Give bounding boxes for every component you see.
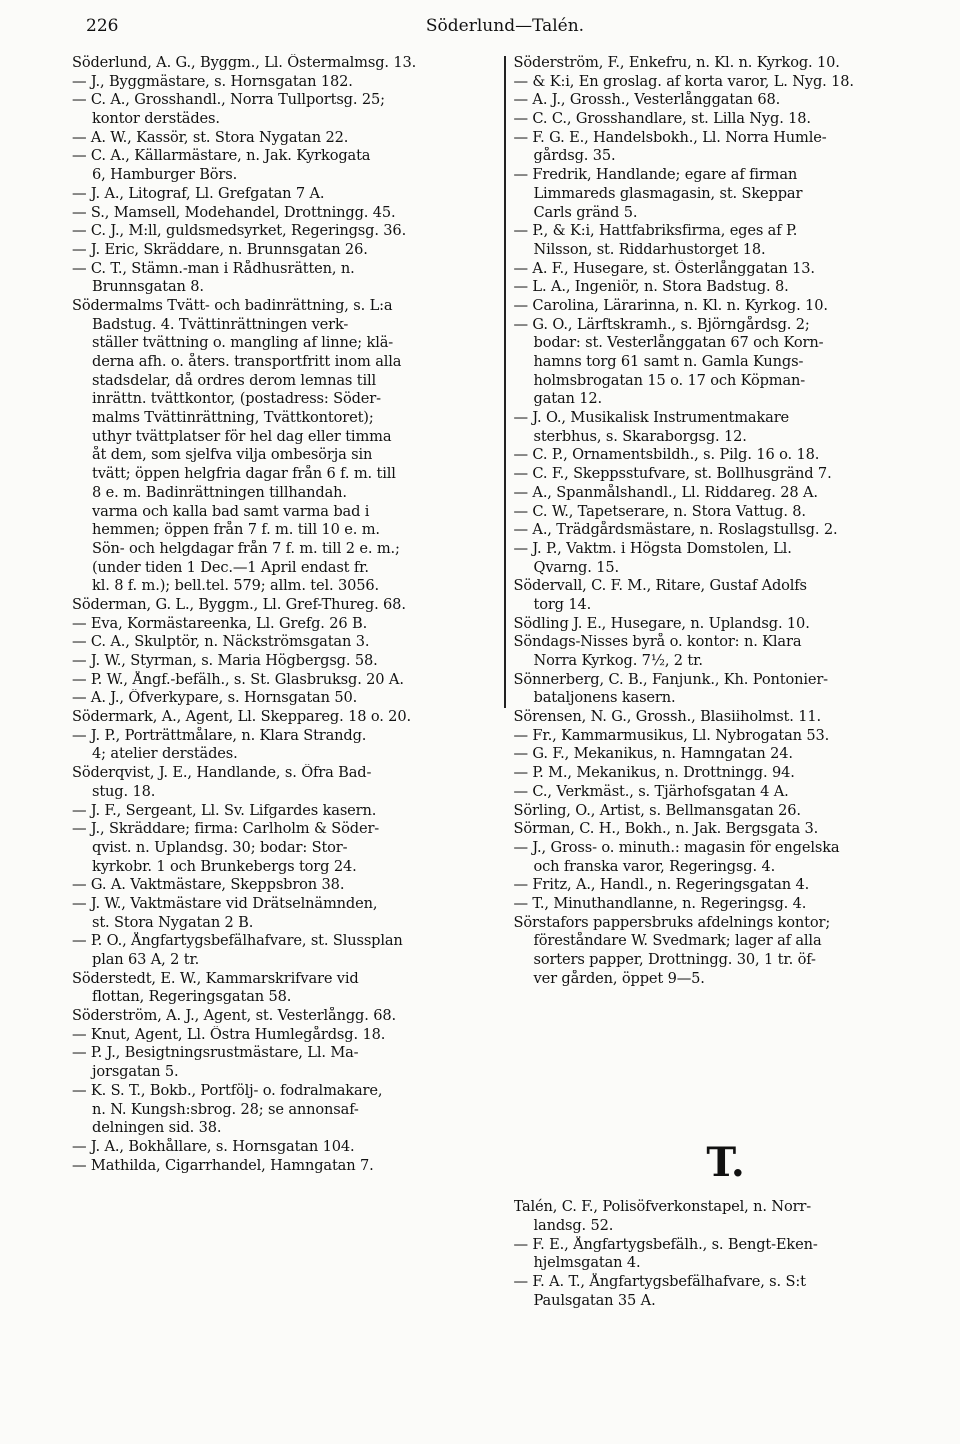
directory-line: — A. J., Öfverkypare, s. Hornsgatan 50. (72, 689, 358, 707)
directory-line: Norra Kyrkog. 7½, 2 tr. (533, 652, 703, 669)
directory-line: — A., Trädgårdsmästare, n. Roslagstullsg. 2. (513, 521, 838, 539)
directory-line: — C. C., Grosshandlare, st. Lilla Nyg. 18. (513, 110, 811, 128)
directory-line: — F. A. T., Ångfartygsbefälhafvare, s. S:t (513, 1273, 806, 1291)
directory-line: Södermark, A., Agent, Ll. Skeppareg. 18 o. 20. (72, 708, 411, 726)
directory-line: — C. F., Skeppsstufvare, st. Bollhusgränd 7. (513, 465, 832, 483)
page-number: 226 (86, 16, 119, 36)
directory-line: st. Stora Nygatan 2 B. (92, 913, 254, 931)
directory-line: stug. 18. (92, 782, 156, 800)
directory-line: Carls gränd 5. (533, 203, 638, 221)
right-column-entries-after (514, 1198, 938, 1310)
directory-line: kl. 8 f. m.); bell.tel. 579; allm. tel. 3056. (92, 577, 380, 595)
directory-line: — P. J., Besigtningsrustmästare, Ll. Ma- (72, 1044, 359, 1062)
directory-line: — S., Mamsell, Modehandel, Drottningg. 45. (72, 203, 396, 221)
directory-line: — J. P., Porträttmålare, n. Klara Strandg. (72, 726, 367, 744)
directory-line: — T., Minuthandlanne, n. Regeringsg. 4. (513, 894, 807, 912)
directory-line: Söderström, A. J., Agent, st. Vesterlångg. 68. (72, 1007, 396, 1025)
directory-line: tvätt; öppen helgfria dagar från 6 f. m. till (92, 465, 396, 483)
directory-line: 4; atelier derstädes. (92, 745, 238, 763)
directory-line: — J., Skräddare; firma: Carlholm & Söder- (72, 820, 380, 838)
directory-line: kontor derstädes. (92, 110, 220, 128)
directory-line: hamns torg 61 samt n. Gamla Kungs- (533, 353, 804, 370)
directory-line: Södling J. E., Husegare, n. Uplandsg. 10. (513, 614, 810, 632)
directory-line: — J. F., Sergeant, Ll. Sv. Lifgardes kasern. (72, 801, 377, 819)
directory-line: Sörling, O., Artist, s. Bellmansgatan 26. (513, 801, 801, 819)
directory-line: qvist. n. Uplandsg. 30; bodar: Stor- (92, 838, 348, 856)
directory-line: — J. A., Litograf, Ll. Grefgatan 7 A. (72, 184, 325, 202)
directory-line: Sön- och helgdagar från 7 f. m. till 2 e. m.; (92, 539, 400, 557)
directory-line: torg 14. (533, 595, 592, 613)
running-head: Söderlund—Talén. (425, 16, 585, 36)
directory-line: — Carolina, Lärarinna, n. Kl. n. Kyrkog. 10. (513, 296, 828, 314)
directory-line: — P. M., Mekanikus, n. Drottningg. 94. (513, 764, 795, 782)
directory-line: — G. A. Vaktmästare, Skeppsbron 38. (72, 876, 345, 894)
directory-line: Södervall, C. F. M., Ritare, Gustaf Adolfs (513, 577, 807, 595)
directory-line: bodar: st. Vesterlånggatan 67 och Korn- (533, 334, 824, 352)
directory-line: varma och kalla bad samt varma bad i (92, 502, 370, 520)
directory-line: ver gården, öppet 9—5. (533, 969, 705, 987)
directory-line: sorters papper, Drottningg. 30, 1 tr. öf- (533, 951, 816, 968)
directory-line: — A., Spanmålshandl., Ll. Riddareg. 28 A. (513, 483, 818, 501)
column-gap (514, 988, 938, 1098)
directory-line: — Knut, Agent, Ll. Östra Humlegårdsg. 18. (72, 1025, 386, 1043)
right-column (506, 54, 938, 1311)
directory-line: — L. A., Ingeniör, n. Stora Badstug. 8. (513, 278, 789, 296)
directory-line: hemmen; öppen från 7 f. m. till 10 e. m. (92, 521, 380, 539)
directory-line: — P. O., Ångfartygsbefälhafvare, st. Slussplan (72, 932, 403, 950)
directory-line: Södermalms Tvätt- och badinrättning, s. L:a (72, 296, 393, 314)
directory-line: Söderqvist, J. E., Handlande, s. Öfra Bad- (72, 764, 372, 782)
directory-line: — Fr., Kammarmusikus, Ll. Nybrogatan 53. (513, 726, 830, 744)
directory-line: — J. O., Musikalisk Instrumentmakare (513, 409, 790, 427)
directory-line: Limmareds glasmagasin, st. Skeppar (533, 184, 803, 202)
directory-line: Sörman, C. H., Bokh., n. Jak. Bergsgata 3. (513, 820, 819, 838)
directory-line: — J. P., Vaktm. i Högsta Domstolen, Ll. (513, 539, 792, 557)
directory-line: plan 63 A, 2 tr. (92, 951, 200, 968)
columns (72, 54, 938, 1311)
directory-line: inrättn. tvättkontor, (postadress: Söder- (92, 390, 381, 408)
directory-line: Badstug. 4. Tvättinrättningen verk- (92, 315, 349, 333)
directory-line: landsg. 52. (533, 1217, 614, 1235)
directory-line: Söderlund, A. G., Byggm., Ll. Östermalmsg. 13. (72, 54, 417, 71)
directory-line: gatan 12. (533, 390, 603, 408)
directory-line: föreståndare W. Svedmark; lager af alla (533, 932, 822, 950)
directory-line: — F. E., Ångfartygsbefälh., s. Bengt-Eken- (513, 1235, 818, 1253)
directory-line: — K. S. T., Bokb., Portfölj- o. fodralmakare, (72, 1081, 383, 1099)
directory-line: — J., Byggmästare, s. Hornsgatan 182. (72, 72, 353, 90)
directory-line: — C. J., M:ll, guldsmedsyrket, Regeringsg. 36. (72, 222, 407, 240)
directory-line: Sörstafors pappersbruks afdelnings kontor; (513, 913, 831, 931)
directory-line: malms Tvättinrättning, Tvättkontoret); (92, 409, 374, 427)
directory-line: — C. T., Stämn.-man i Rådhusrätten, n. (72, 259, 355, 277)
directory-line: stadsdelar, då ordres derom lemnas till (92, 371, 377, 389)
directory-line: — Mathilda, Cigarrhandel, Hamngatan 7. (72, 1156, 374, 1174)
directory-line: holmsbrogatan 15 o. 17 och Köpman- (533, 371, 806, 389)
directory-line: — P., & K:i, Hattfabriksfirma, eges af P. (513, 222, 798, 240)
directory-line: — C. A., Grosshandl., Norra Tullportsg. 25; (72, 91, 385, 109)
section-letter: T. (706, 1139, 745, 1187)
directory-line: — J. W., Vaktmästare vid Drätselnämnden, (72, 894, 378, 912)
directory-line: kyrkobr. 1 och Brunkebergs torg 24. (92, 857, 357, 875)
directory-line: ställer tvättning o. mangling af linne; klä- (92, 334, 394, 352)
directory-line: Söndags-Nisses byrå o. kontor: n. Klara (513, 633, 802, 651)
directory-line: 8 e. m. Badinrättningen tillhandah. (92, 483, 347, 501)
directory-line: Talén, C. F., Polisöfverkonstapel, n. Norr- (513, 1198, 812, 1216)
directory-line: — J. Eric, Skräddare, n. Brunnsgatan 26. (72, 240, 368, 258)
directory-line: Brunnsgatan 8. (92, 278, 204, 296)
directory-line: — P. W., Ångf.-befälh., s. St. Glasbruksg. 20 A. (72, 670, 404, 688)
directory-line: — Fritz, A., Handl., n. Regeringsgatan 4. (513, 876, 810, 894)
directory-line: bataljonens kasern. (533, 689, 676, 707)
directory-line: — & K:i, En groslag. af korta varor, L. Nyg. 18. (513, 72, 854, 90)
directory-line: — G. O., Lärftskramh., s. Björngårdsg. 2; (513, 315, 810, 333)
directory-line: Sönnerberg, C. B., Fanjunk., Kh. Pontonier- (513, 670, 828, 688)
directory-line: Söderström, F., Enkefru, n. Kl. n. Kyrkog. 10. (513, 54, 840, 71)
right-column-entries (514, 54, 938, 988)
directory-line: — Eva, Kormästareenka, Ll. Grefg. 26 B. (72, 614, 368, 632)
directory-line: gårdsg. 35. (533, 147, 616, 165)
directory-line: hjelmsgatan 4. (533, 1254, 641, 1272)
directory-line: Söderman, G. L., Byggm., Ll. Gref-Thureg. 68. (72, 595, 406, 613)
directory-line: — Fredrik, Handlande; egare af firman (513, 166, 798, 184)
directory-line: Nilsson, st. Riddarhustorget 18. (533, 240, 766, 258)
page-header (72, 14, 938, 54)
directory-line: Paulsgatan 35 A. (533, 1291, 656, 1309)
directory-line: n. N. Kungsh:sbrog. 28; se annonsaf- (92, 1100, 359, 1118)
directory-line: — A. W., Kassör, st. Stora Nygatan 22. (72, 128, 349, 146)
directory-line: 6, Hamburger Börs. (92, 166, 238, 184)
directory-line: — C., Verkmäst., s. Tjärhofsgatan 4 A. (513, 782, 789, 800)
directory-line: åt dem, som sjelfva vilja ombesörja sin (92, 446, 373, 464)
directory-line: — C. A., Källarmästare, n. Jak. Kyrkogata (72, 147, 371, 165)
directory-line: derna afh. o. åters. transportfritt inom alla (92, 353, 402, 370)
directory-line: — F. G. E., Handelsbokh., Ll. Norra Humle- (513, 128, 827, 146)
directory-line: jorsgatan 5. (92, 1063, 179, 1081)
directory-line: delningen sid. 38. (92, 1119, 222, 1137)
left-column (72, 54, 504, 1311)
directory-line: — G. F., Mekanikus, n. Hamngatan 24. (513, 745, 793, 763)
directory-line: — J., Gross- o. minuth.: magasin för engelska (513, 838, 840, 856)
directory-line: — A. J., Grossh., Vesterlånggatan 68. (513, 91, 781, 109)
directory-line: sterbhus, s. Skaraborgsg. 12. (533, 427, 747, 445)
directory-line: — C. W., Tapetserare, n. Stora Vattug. 8. (513, 502, 806, 520)
directory-line: Söderstedt, E. W., Kammarskrifvare vid (72, 969, 359, 987)
directory-line: uthyr tvättplatser för hel dag eller timma (92, 427, 392, 445)
directory-line: — J. A., Bokhållare, s. Hornsgatan 104. (72, 1137, 355, 1155)
directory-line: — A. F., Husegare, st. Österlånggatan 13. (513, 259, 815, 277)
directory-line: flottan, Regeringsgatan 58. (92, 988, 292, 1006)
directory-line: och franska varor, Regeringsg. 4. (533, 857, 776, 875)
directory-line: — J. W., Styrman, s. Maria Högbergsg. 58. (72, 652, 378, 669)
directory-line: (under tiden 1 Dec.—1 April endast fr. (92, 558, 369, 576)
directory-line: Qvarng. 15. (533, 558, 619, 576)
directory-line: — C. A., Skulptör, n. Näckströmsgatan 3. (72, 633, 370, 651)
directory-line: Sörensen, N. G., Grossh., Blasiiholmst. 11. (513, 708, 821, 726)
directory-line: — C. P., Ornamentsbildh., s. Pilg. 16 o. 18. (513, 446, 820, 464)
